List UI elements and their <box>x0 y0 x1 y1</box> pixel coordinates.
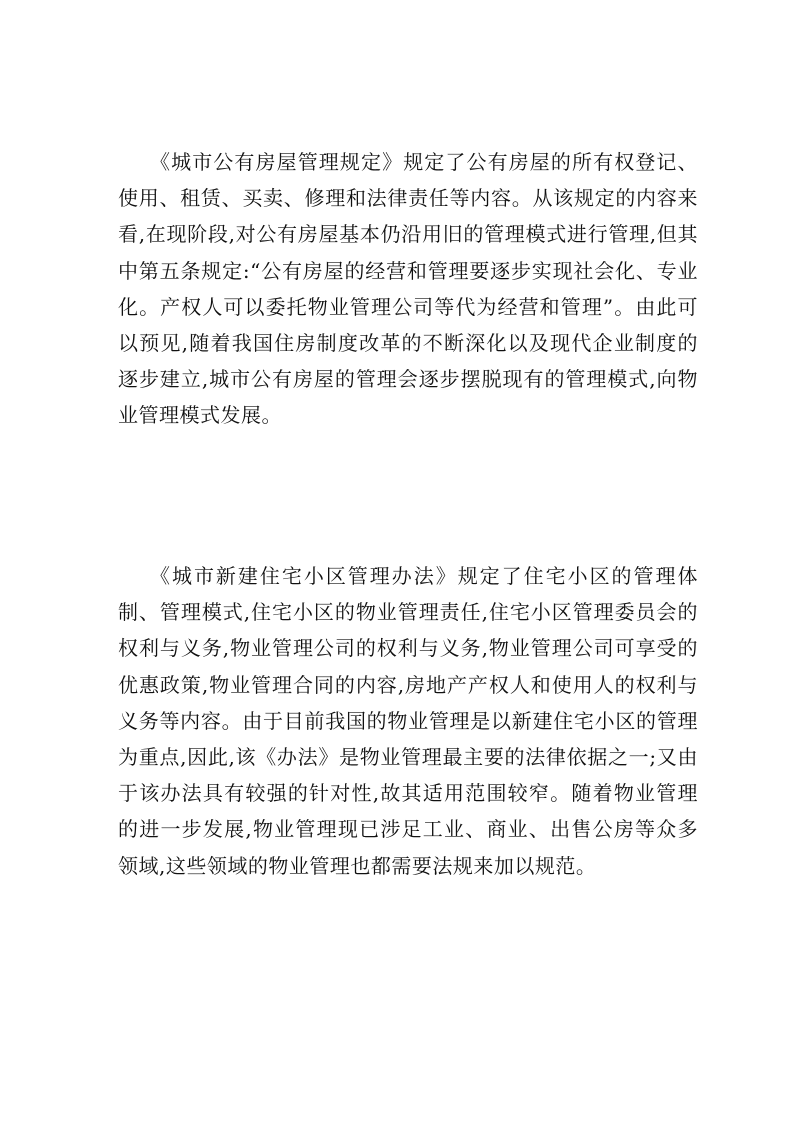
paragraph-public-housing-regulation: 《城市公有房屋管理规定》规定了公有房屋的所有权登记、使用、租赁、买卖、修理和法律责任等内容。从该规定的内容来看,在现阶段,对公有房屋基本仍沿用旧的管理模式进行管理,但其中第五条规定:“公有房屋的经营和管理要逐步实现社会化、专业化。产权人可以委托物业管理公司等代为经营和管理”。由此可以预见,随着我国住房制度改革的不断深化以及现代企业制度的逐步建立,城市公有房屋的管理会逐步摆脱现有的管理模式,向物业管理模式发展。 <box>118 150 698 428</box>
paragraph-residential-district-regulation: 《城市新建住宅小区管理办法》规定了住宅小区的管理体制、管理模式,住宅小区的物业管理责任,住宅小区管理委员会的权利与义务,物业管理公司的权利与义务,物业管理公司可享受的优惠政策,物业管理合同的内容,房地产产权人和使用人的权利与义务等内容。由于目前我国的物业管理是以新建住宅小区的管理为重点,因此,该《办法》是物业管理最主要的法律依据之一;又由于该办法具有较强的针对性,故其适用范围较窄。随着物业管理的进一步发展,物业管理现已涉足工业、商业、出售公房等众多领域,这些领域的物业管理也都需要法规来加以规范。 <box>118 564 698 878</box>
